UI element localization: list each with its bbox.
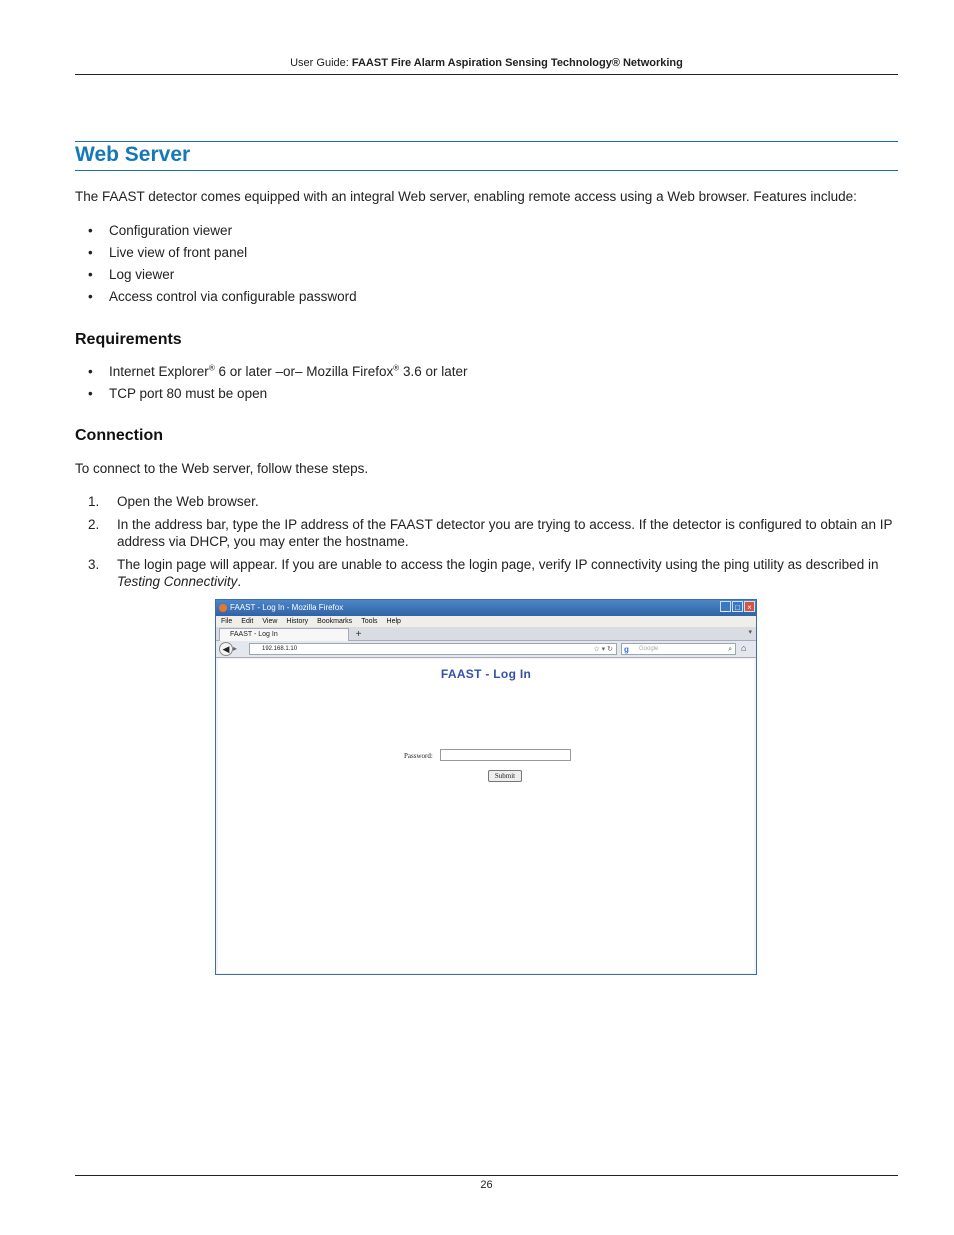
list-item: • TCP port 80 must be open xyxy=(88,385,468,407)
tab-list-icon[interactable]: ▾ xyxy=(748,629,752,636)
password-label: Password: xyxy=(404,752,433,760)
step-text: The login page will appear. If you are unable to access the login page, verify IP connectivity using the ping utility as described in xyxy=(117,557,879,572)
address-bar[interactable] xyxy=(249,643,617,655)
forward-arrow-icon[interactable]: ▸ xyxy=(233,644,238,653)
menu-bookmarks[interactable]: Bookmarks xyxy=(317,618,353,625)
footer-divider xyxy=(75,1175,898,1176)
title-divider-top xyxy=(75,141,898,142)
google-icon: g xyxy=(624,645,629,654)
running-header xyxy=(75,57,898,69)
title-divider-bottom xyxy=(75,170,898,171)
firefox-rest-text: 3.6 or later xyxy=(399,364,468,379)
list-item xyxy=(88,516,900,550)
list-item: • Access control via configurable password xyxy=(88,288,357,310)
menu-edit[interactable]: Edit xyxy=(241,618,254,625)
section-title: Web Server xyxy=(75,143,191,166)
submit-button[interactable]: Submit xyxy=(488,770,522,782)
search-icon[interactable]: ⌕ xyxy=(728,646,732,653)
menu-file[interactable]: File xyxy=(221,618,233,625)
step-number: 2. xyxy=(88,517,100,532)
browser-menubar xyxy=(216,616,756,627)
list-item xyxy=(88,363,468,385)
browser-screenshot xyxy=(215,599,757,975)
menu-view[interactable]: View xyxy=(262,618,278,625)
list-item: • Configuration viewer xyxy=(88,222,357,244)
step-text: Open the Web browser. xyxy=(117,494,259,509)
window-title: FAAST - Log In - Mozilla Firefox xyxy=(230,603,344,612)
search-box[interactable] xyxy=(621,643,736,655)
registered-mark: ® xyxy=(208,363,215,373)
requirements-list xyxy=(88,363,468,407)
running-header-prefix: User Guide: xyxy=(290,57,352,69)
running-header-title: FAAST Fire Alarm Aspiration Sensing Technology® Networking xyxy=(351,57,683,69)
requirements-heading: Requirements xyxy=(75,331,182,348)
steps-list xyxy=(88,493,900,596)
list-item: • Live view of front panel xyxy=(88,244,357,266)
page-number: 26 xyxy=(480,1179,493,1191)
step-end: . xyxy=(237,574,242,589)
browser-navbar xyxy=(216,641,756,658)
feature-list xyxy=(88,222,357,310)
close-icon[interactable]: × xyxy=(744,601,755,612)
menu-history[interactable]: History xyxy=(286,618,309,625)
url-text: 192.168.1.10 xyxy=(262,646,298,652)
intro-paragraph: The FAAST detector comes equipped with an integral Web server, enabling remote access using a Web browser. Features include: xyxy=(75,189,857,204)
maximize-icon[interactable]: □ xyxy=(732,601,743,612)
back-arrow-icon[interactable]: ◀ xyxy=(219,642,233,656)
step-number: 1. xyxy=(88,494,100,509)
password-input[interactable] xyxy=(440,749,571,761)
firefox-icon xyxy=(219,604,227,612)
new-tab-icon[interactable]: + xyxy=(355,629,362,640)
list-item xyxy=(88,493,900,510)
login-page-title: FAAST - Log In xyxy=(440,667,532,681)
window-controls xyxy=(720,601,755,612)
ie-text: Internet Explorer xyxy=(109,364,209,379)
search-placeholder: Google xyxy=(639,646,659,652)
testing-connectivity-reference: Testing Connectivity xyxy=(117,574,238,589)
connection-intro: To connect to the Web server, follow these steps. xyxy=(75,461,369,476)
step-number: 3. xyxy=(88,557,100,572)
connection-heading: Connection xyxy=(75,427,163,444)
minimize-icon[interactable]: _ xyxy=(720,601,731,612)
browser-tabbar xyxy=(216,627,756,641)
ie-rest-text: 6 or later –or– Mozilla Firefox xyxy=(214,364,394,379)
step-text: In the address bar, type the IP address of the FAAST detector you are trying to access. If the detector is configured to obtain an IP address via DHCP, you may enter the hostname. xyxy=(117,517,893,549)
menu-tools[interactable]: Tools xyxy=(361,618,378,625)
browser-titlebar xyxy=(216,600,756,616)
bookmark-reload-icons[interactable]: ☆ ▾ ↻ xyxy=(593,646,613,653)
browser-tab[interactable]: FAAST - Log In xyxy=(219,628,349,641)
home-icon[interactable]: ⌂ xyxy=(741,643,747,653)
header-divider xyxy=(75,74,898,75)
registered-mark: ® xyxy=(393,363,400,373)
list-item xyxy=(88,556,900,590)
browser-content xyxy=(218,659,754,973)
menu-help[interactable]: Help xyxy=(386,618,401,625)
list-item: • Log viewer xyxy=(88,266,357,288)
